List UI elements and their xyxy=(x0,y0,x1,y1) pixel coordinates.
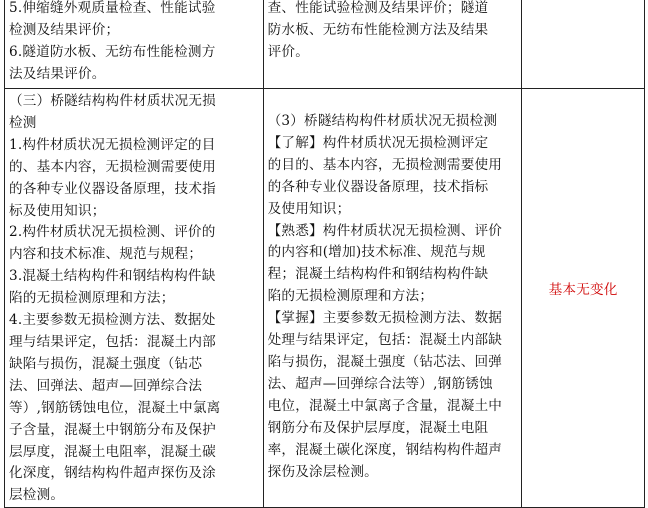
text-line: 缺陷与损伤，混凝土强度（钻芯 xyxy=(9,355,203,372)
change-remark-cell xyxy=(522,0,645,89)
text-line: 的各种专业仪器设备原理，技术指 xyxy=(9,180,216,197)
syllabus-comparison-table xyxy=(4,0,645,508)
text-line: 化深度，钢结构构件超声探伤及涂 xyxy=(9,465,216,482)
change-remark: 基本无变化 xyxy=(548,282,618,299)
table-row xyxy=(5,89,645,508)
text-line: 的各种专业仪器设备原理，技术指标 xyxy=(267,178,489,195)
text-line: 【熟悉】构件材质状况无损检测、评价 xyxy=(267,222,503,239)
text-line: 层检测。 xyxy=(9,487,65,504)
text-line: 【了解】构件材质状况无损检测评定 xyxy=(267,134,489,151)
text-line: 陷与损伤，混凝土强度（钻芯法、回弹 xyxy=(267,353,503,370)
text-line: 陷的无损检测原理和方法； xyxy=(267,288,434,305)
text-line: 5.伸缩缝外观质量检查、性能试验 xyxy=(9,0,216,16)
text-line: 电位，混凝土中氯离子含量，混凝土中 xyxy=(267,397,503,414)
table-row xyxy=(5,0,645,89)
text-line: 内容和技术标准、规范与规程； xyxy=(9,246,203,263)
text-line: 理与结果评定，包括：混凝土内部 xyxy=(9,333,216,350)
text-line: 及使用知识； xyxy=(267,200,351,217)
text-line: 6.隧道防水板、无纺布性能检测方 xyxy=(9,43,216,60)
text-line: 法、回弹法、超声—回弹综合法 xyxy=(9,377,203,394)
text-line: 钢筋分布及保护层厚度，混凝土电阻 xyxy=(267,419,489,436)
change-remark-cell xyxy=(522,89,645,508)
text-line: 的目的、基本内容，无损检测需要使用 xyxy=(267,156,503,173)
text-line: 评价。 xyxy=(267,43,309,60)
text-line: （三）桥隧结构构件材质状况无损 xyxy=(9,93,216,109)
text-line: 程；混凝土结构构件和钢结构构件缺 xyxy=(267,266,489,283)
old-syllabus-cell xyxy=(5,0,264,89)
text-line: 法及结果评价。 xyxy=(9,65,106,82)
new-syllabus-cell xyxy=(263,0,522,89)
text-line: 1.构件材质状况无损检测评定的目 xyxy=(9,136,216,153)
text-line: 法、超声—回弹综合法等）,钢筋锈蚀 xyxy=(267,375,493,392)
text-line: 陷的无损检测原理和方法； xyxy=(9,290,175,307)
text-line: 标及使用知识； xyxy=(9,202,106,219)
text-line: 3.混凝土结构构件和钢结构构件缺 xyxy=(9,268,216,285)
text-line: 的、基本内容，无损检测需要使用 xyxy=(9,158,216,175)
text-line: 查、性能试验检测及结果评价；隧道 xyxy=(267,0,489,16)
text-line: 的内容和(增加)技术标准、规范与规 xyxy=(267,244,486,261)
text-line: 检测及结果评价； xyxy=(9,21,120,38)
text-line: 层厚度，混凝土电阻率，混凝土碳 xyxy=(9,443,216,460)
text-line: 检测 xyxy=(9,114,37,131)
text-line: 探伤及涂层检测。 xyxy=(267,463,378,480)
text-line: 等）,钢筋锈蚀电位，混凝土中氯离 xyxy=(9,399,221,416)
text-line: 子含量，混凝土中钢筋分布及保护 xyxy=(9,421,216,438)
text-line: 处理与结果评定，包括：混凝土内部缺 xyxy=(267,332,503,349)
new-syllabus-cell xyxy=(263,89,522,508)
old-syllabus-cell xyxy=(5,89,264,508)
text-line: 4.主要参数无损检测方法、数据处 xyxy=(9,312,216,329)
text-line: 率，混凝土碳化深度，钢结构构件超声 xyxy=(267,441,503,458)
text-line: 防水板、无纺布性能检测方法及结果 xyxy=(267,21,489,38)
text-line: 2.构件材质状况无损检测、评价的 xyxy=(9,224,216,241)
text-line: 【掌握】主要参数无损检测方法、数据 xyxy=(267,310,503,327)
text-line: （3）桥隧结构构件材质状况无损检测 xyxy=(267,113,498,129)
